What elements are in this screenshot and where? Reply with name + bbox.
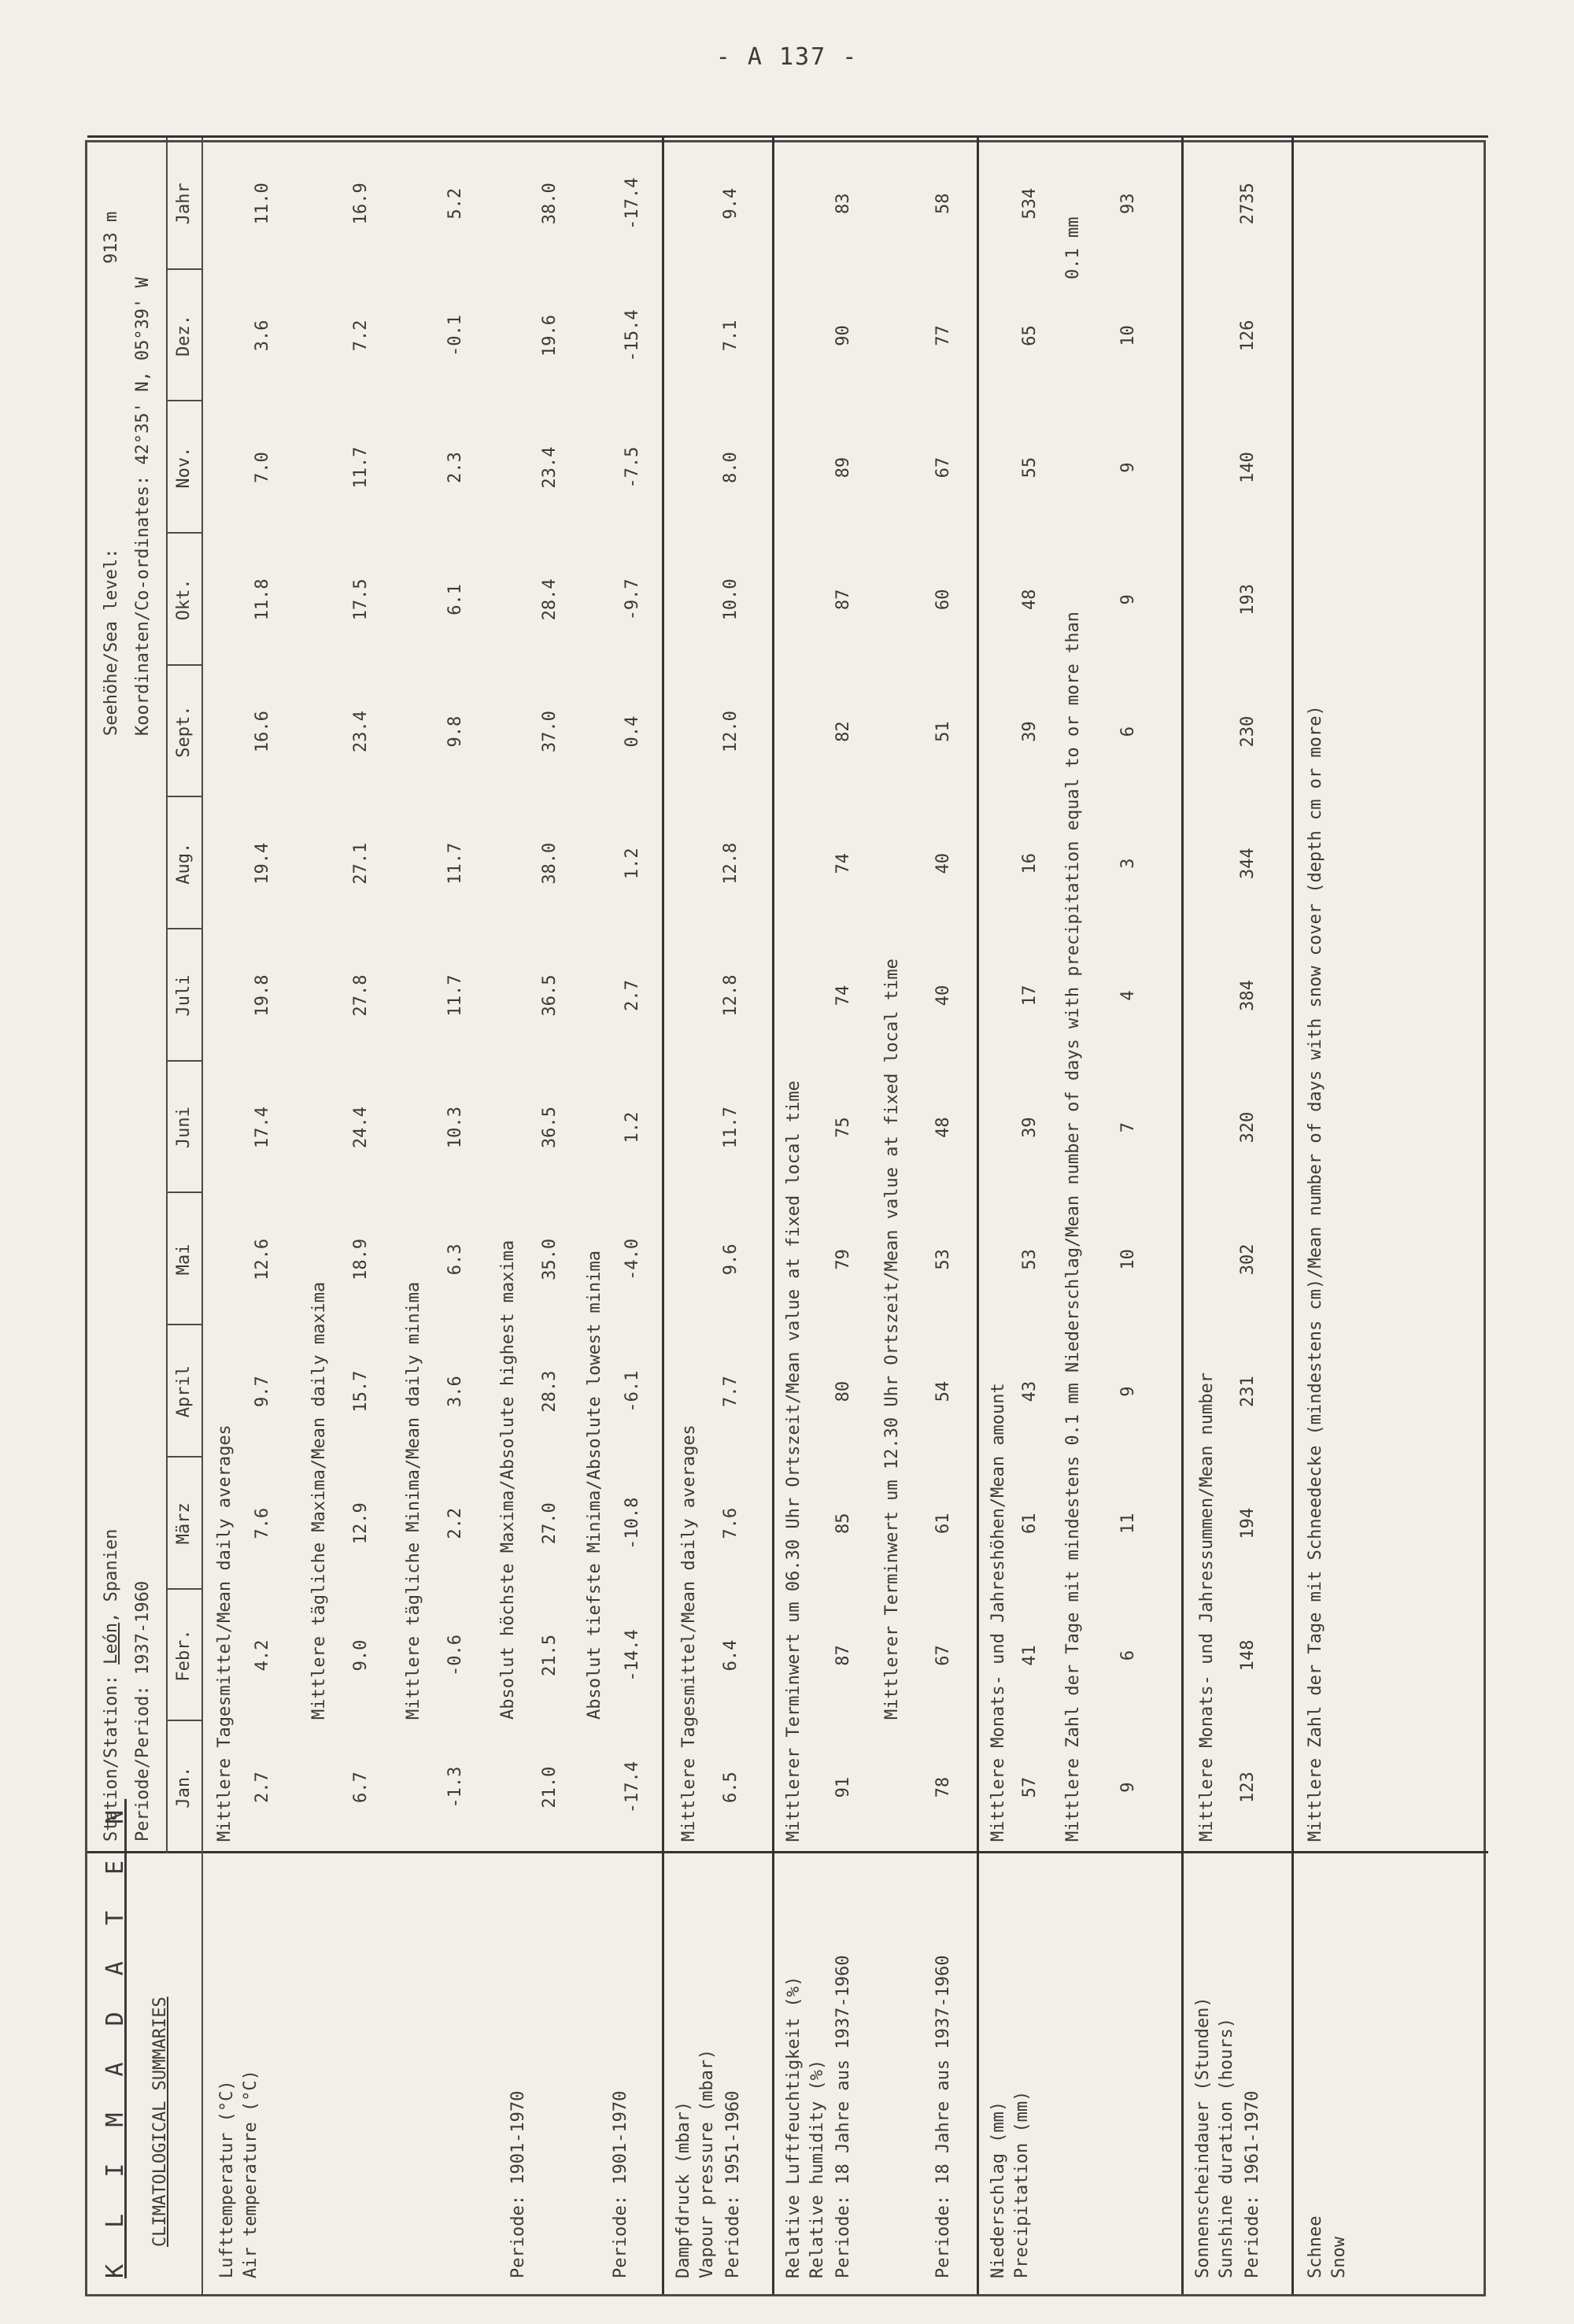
month-header-13: Jahr [174, 183, 194, 225]
temp-r5-title: Absolut tiefste Minima/Absolute lowest minima [585, 1250, 604, 1720]
table-cell: 6.5 [721, 1772, 741, 1804]
table-cell: 38.0 [540, 183, 560, 225]
table-cell: 123 [1238, 1772, 1258, 1804]
humidity-r1-title: Mittlerer Terminwert um 06.30 Uhr Ortszeit/Mean value at fixed local time [784, 1081, 804, 1842]
table-cell: 43 [1020, 1380, 1040, 1402]
table-cell: 10.3 [445, 1107, 465, 1149]
month-header-11: Nov. [174, 446, 194, 489]
table-cell: 74 [833, 985, 853, 1007]
table-cell: 7 [1118, 1122, 1138, 1133]
table-cell: 231 [1238, 1376, 1258, 1407]
humidity-label-de: Relative Luftfeuchtigkeit (%) [784, 1975, 804, 2278]
table-cell: 39 [1020, 1117, 1040, 1138]
climate-table [85, 140, 1486, 2296]
station-name: León [102, 1622, 121, 1664]
vapour-label-en: Vapour pressure (mbar) [697, 2049, 717, 2278]
month-header-divider [166, 1060, 201, 1062]
table-cell: 9.7 [253, 1376, 272, 1407]
table-cell: 5.2 [445, 187, 465, 220]
table-cell: 7.6 [253, 1507, 272, 1539]
table-cell: 534 [1020, 187, 1040, 220]
station-line [102, 1529, 121, 1842]
table-cell: 0.4 [623, 715, 642, 748]
table-cell: 93 [1118, 193, 1138, 214]
month-header-divider [166, 928, 201, 929]
table-cell: 57 [1020, 1776, 1040, 1798]
table-subtitle: CLIMATOLOGICAL SUMMARIES [150, 1997, 170, 2247]
table-cell: 12.8 [721, 974, 741, 1017]
month-header-divider [166, 1588, 201, 1590]
table-cell: 140 [1238, 452, 1258, 484]
month-header-bottom [201, 138, 203, 2294]
month-header-10: Okt. [174, 578, 194, 621]
temp-r1-title: Mittlere Tagesmittel/Mean daily averages [215, 1424, 235, 1842]
month-header-3: März [174, 1502, 194, 1545]
temp-label-de: Lufttemperatur (°C) [217, 2080, 237, 2278]
table-cell: 11.0 [253, 183, 272, 225]
station-country: , Spanien [102, 1528, 121, 1623]
table-cell: 6.1 [445, 583, 465, 615]
snow-label-en: Snow [1329, 2237, 1349, 2278]
table-cell: 12.6 [253, 1238, 272, 1280]
month-header-9: Sept. [174, 705, 194, 758]
table-cell: 9 [1118, 1386, 1138, 1397]
month-header-2: Febr. [174, 1629, 194, 1682]
table-cell: 6 [1118, 1650, 1138, 1661]
humidity-r2-title: Mittlerer Terminwert um 12.30 Uhr Ortszeit/Mean value at fixed local time [882, 959, 902, 1720]
table-cell: 2735 [1238, 183, 1258, 225]
frame-right [87, 135, 1488, 138]
month-header-5: Mai [174, 1243, 194, 1276]
table-cell: 17.5 [351, 578, 371, 621]
table-cell: 87 [833, 589, 853, 611]
divider-precip-sunshine [1181, 138, 1184, 2294]
table-cell: 74 [833, 853, 853, 874]
table-cell: 9.0 [351, 1639, 371, 1672]
table-cell: 78 [933, 1776, 953, 1798]
table-cell: 51 [933, 721, 953, 742]
table-cell: 7.7 [721, 1376, 741, 1407]
table-cell: -15.4 [623, 309, 642, 362]
table-cell: 77 [933, 325, 953, 346]
table-cell: 79 [833, 1249, 853, 1270]
table-cell: 3.6 [253, 320, 272, 352]
table-cell: 91 [833, 1776, 853, 1798]
temp-period-2: Periode: 1901-1970 [611, 2090, 630, 2278]
table-cell: 83 [833, 193, 853, 214]
table-title: K L I M A D A T E N [102, 1798, 129, 2278]
divider-temp-vapour [662, 138, 664, 2294]
month-header-6: Juni [174, 1107, 194, 1149]
month-header-divider [166, 664, 201, 666]
period-line: Periode/Period: 1937-1960 [133, 1580, 153, 1842]
table-cell: 1.2 [623, 1111, 642, 1144]
table-cell: -9.7 [623, 578, 642, 621]
vapour-r1-title: Mittlere Tagesmittel/Mean daily averages [679, 1424, 699, 1842]
table-cell: 27.0 [540, 1502, 560, 1545]
table-cell: 344 [1238, 848, 1258, 880]
humidity-period-2: Periode: 18 Jahre aus 1937-1960 [933, 1955, 953, 2278]
table-cell: 9 [1118, 594, 1138, 605]
table-cell: 53 [933, 1249, 953, 1270]
table-cell: 23.4 [540, 446, 560, 489]
table-cell: 10 [1118, 1249, 1138, 1270]
table-cell: 11 [1118, 1513, 1138, 1534]
table-cell: 11.7 [351, 446, 371, 489]
sunshine-period: Periode: 1961-1970 [1243, 2090, 1262, 2278]
table-cell: -10.8 [623, 1497, 642, 1550]
table-cell: 9 [1118, 1782, 1138, 1793]
table-cell: 3 [1118, 858, 1138, 869]
table-cell: 39 [1020, 721, 1040, 742]
table-cell: 7.6 [721, 1507, 741, 1539]
table-cell: -4.0 [623, 1238, 642, 1280]
precip-r2-title: Mittlere Zahl der Tage mit mindestens 0.1 mm Niederschlag/Mean number of days with precipitation equal to or more than [1063, 611, 1083, 1842]
table-cell: -7.5 [623, 446, 642, 489]
divider-sunshine-snow [1291, 138, 1294, 2294]
table-cell: 21.5 [540, 1634, 560, 1676]
table-cell: 16.6 [253, 711, 272, 753]
table-cell: 55 [1020, 456, 1040, 478]
temp-r3-title: Mittlere tägliche Minima/Mean daily minima [404, 1281, 423, 1720]
coordinates: Koordinaten/Co-ordinates: 42°35' N, 05°39' W [133, 277, 153, 736]
station-prefix: Station/Station: [102, 1664, 121, 1842]
month-header-divider [166, 400, 201, 401]
sunshine-r1-title: Mittlere Monats- und Jahressummen/Mean number [1197, 1372, 1217, 1842]
table-cell: 320 [1238, 1111, 1258, 1144]
sunshine-label-de: Sonnenscheindauer (Stunden) [1193, 1997, 1213, 2278]
table-cell: 12.9 [351, 1502, 371, 1545]
table-cell: 75 [833, 1117, 853, 1138]
snow-label-de: Schnee [1306, 2215, 1325, 2278]
table-cell: 19.6 [540, 314, 560, 357]
table-cell: 65 [1020, 325, 1040, 346]
table-cell: 302 [1238, 1243, 1258, 1276]
table-cell: 38.0 [540, 842, 560, 885]
table-cell: 230 [1238, 715, 1258, 748]
month-header-top [166, 138, 168, 1853]
table-cell: 193 [1238, 583, 1258, 615]
month-header-divider [166, 1720, 201, 1721]
page-number: - A 137 - [715, 43, 859, 71]
month-header-divider [166, 268, 201, 270]
table-cell: 18.9 [351, 1238, 371, 1280]
table-cell: 48 [933, 1117, 953, 1138]
temp-label-en: Air temperature (°C) [241, 2070, 260, 2278]
precip-label-en: Precipitation (mm) [1012, 2090, 1032, 2278]
month-header-divider [166, 796, 201, 797]
table-cell: 41 [1020, 1645, 1040, 1666]
table-cell: 6 [1118, 726, 1138, 737]
sunshine-label-en: Sunshine duration (hours) [1217, 2017, 1236, 2278]
month-header-4: April [174, 1365, 194, 1418]
precip-r1-title: Mittlere Monats- und Jahreshöhen/Mean amount [988, 1383, 1008, 1842]
month-header-divider [166, 1324, 201, 1325]
table-cell: 89 [833, 456, 853, 478]
table-cell: 2.7 [623, 980, 642, 1011]
table-cell: -1.3 [445, 1766, 465, 1809]
table-cell: 9.4 [721, 187, 741, 220]
vapour-label-de: Dampfdruck (mbar) [674, 2100, 693, 2278]
table-cell: 53 [1020, 1249, 1040, 1270]
table-cell: -14.4 [623, 1629, 642, 1682]
table-cell: 12.0 [721, 711, 741, 753]
table-cell: 27.8 [351, 974, 371, 1017]
precip-r2-unit: 0.1 mm [1063, 216, 1083, 279]
divider-vapour-humidity [772, 138, 774, 2294]
month-header-divider [166, 1192, 201, 1194]
table-cell: 24.4 [351, 1107, 371, 1149]
vapour-period: Periode: 1951-1960 [723, 2090, 743, 2278]
table-cell: 19.4 [253, 842, 272, 885]
table-cell: 17.4 [253, 1107, 272, 1149]
month-header-7: Juli [174, 974, 194, 1017]
table-cell: 384 [1238, 980, 1258, 1011]
table-cell: 67 [933, 1645, 953, 1666]
table-cell: -0.6 [445, 1634, 465, 1676]
table-cell: 36.5 [540, 1107, 560, 1149]
table-cell: 15.7 [351, 1370, 371, 1413]
humidity-label-en: Relative humidity (%) [807, 2059, 827, 2278]
table-cell: 35.0 [540, 1238, 560, 1280]
table-cell: 2.3 [445, 452, 465, 484]
table-cell: 82 [833, 721, 853, 742]
table-cell: 19.8 [253, 974, 272, 1017]
divider-humidity-precip [977, 138, 979, 2294]
table-cell: -0.1 [445, 314, 465, 357]
temp-r4-title: Absolut höchste Maxima/Absolute highest maxima [498, 1240, 518, 1720]
table-cell: 28.3 [540, 1370, 560, 1413]
table-cell: 6.4 [721, 1639, 741, 1672]
table-cell: 4.2 [253, 1639, 272, 1672]
table-cell: -6.1 [623, 1370, 642, 1413]
table-cell: 67 [933, 456, 953, 478]
table-cell: 9.6 [721, 1243, 741, 1276]
table-cell: 7.0 [253, 452, 272, 484]
table-cell: 8.0 [721, 452, 741, 484]
table-cell: 61 [933, 1513, 953, 1534]
table-cell: 85 [833, 1513, 853, 1534]
month-header-divider [166, 1456, 201, 1458]
table-cell: 27.1 [351, 842, 371, 885]
table-cell: 11.7 [445, 974, 465, 1017]
precip-label-de: Niederschlag (mm) [988, 2100, 1008, 2278]
table-cell: 12.8 [721, 842, 741, 885]
table-cell: 60 [933, 589, 953, 611]
table-cell: 10 [1118, 325, 1138, 346]
month-header-12: Dez. [174, 314, 194, 357]
temp-period-1: Periode: 1901-1970 [508, 2090, 528, 2278]
table-cell: 21.0 [540, 1766, 560, 1809]
label-column-divider [87, 1851, 1488, 1853]
table-cell: 11.7 [445, 842, 465, 885]
table-cell: 80 [833, 1380, 853, 1402]
table-cell: 16 [1020, 853, 1040, 874]
table-cell: 48 [1020, 589, 1040, 611]
table-cell: 2.2 [445, 1507, 465, 1539]
month-header-1: Jan. [174, 1766, 194, 1809]
table-cell: 4 [1118, 990, 1138, 1001]
table-cell: 7.2 [351, 320, 371, 352]
table-cell: 28.4 [540, 578, 560, 621]
table-cell: 11.7 [721, 1107, 741, 1149]
table-cell: 7.1 [721, 320, 741, 352]
humidity-period-1: Periode: 18 Jahre aus 1937-1960 [833, 1955, 853, 2278]
table-cell: 6.7 [351, 1772, 371, 1804]
table-cell: 9.8 [445, 715, 465, 748]
table-cell: 3.6 [445, 1376, 465, 1407]
table-cell: 1.2 [623, 848, 642, 880]
month-header-divider [166, 532, 201, 534]
sea-level-value: 913 m [102, 211, 121, 264]
table-cell: 2.7 [253, 1772, 272, 1804]
sea-level-label: Seehöhe/Sea level: [102, 548, 121, 736]
table-cell: -17.4 [623, 1761, 642, 1814]
table-cell: 10.0 [721, 578, 741, 621]
table-cell: 23.4 [351, 711, 371, 753]
table-cell: 194 [1238, 1507, 1258, 1539]
table-cell: 58 [933, 193, 953, 214]
table-cell: 17 [1020, 985, 1040, 1007]
table-cell: 9 [1118, 462, 1138, 473]
table-cell: 54 [933, 1380, 953, 1402]
table-cell: 11.8 [253, 578, 272, 621]
table-cell: 16.9 [351, 183, 371, 225]
table-cell: -17.4 [623, 177, 642, 230]
table-cell: 90 [833, 325, 853, 346]
temp-r2-title: Mittlere tägliche Maxima/Mean daily maxima [309, 1281, 329, 1720]
snow-r1-title: Mittlere Zahl der Tage mit Schneedecke (mindestens cm)/Mean number of days with snow cover (depth cm or more) [1306, 705, 1325, 1842]
table-cell: 36.5 [540, 974, 560, 1017]
table-cell: 37.0 [540, 711, 560, 753]
table-cell: 148 [1238, 1639, 1258, 1672]
month-header-8: Aug. [174, 842, 194, 885]
table-cell: 61 [1020, 1513, 1040, 1534]
table-cell: 126 [1238, 320, 1258, 352]
table-cell: 40 [933, 985, 953, 1007]
table-cell: 87 [833, 1645, 853, 1666]
table-cell: 6.3 [445, 1243, 465, 1276]
table-cell: 40 [933, 853, 953, 874]
